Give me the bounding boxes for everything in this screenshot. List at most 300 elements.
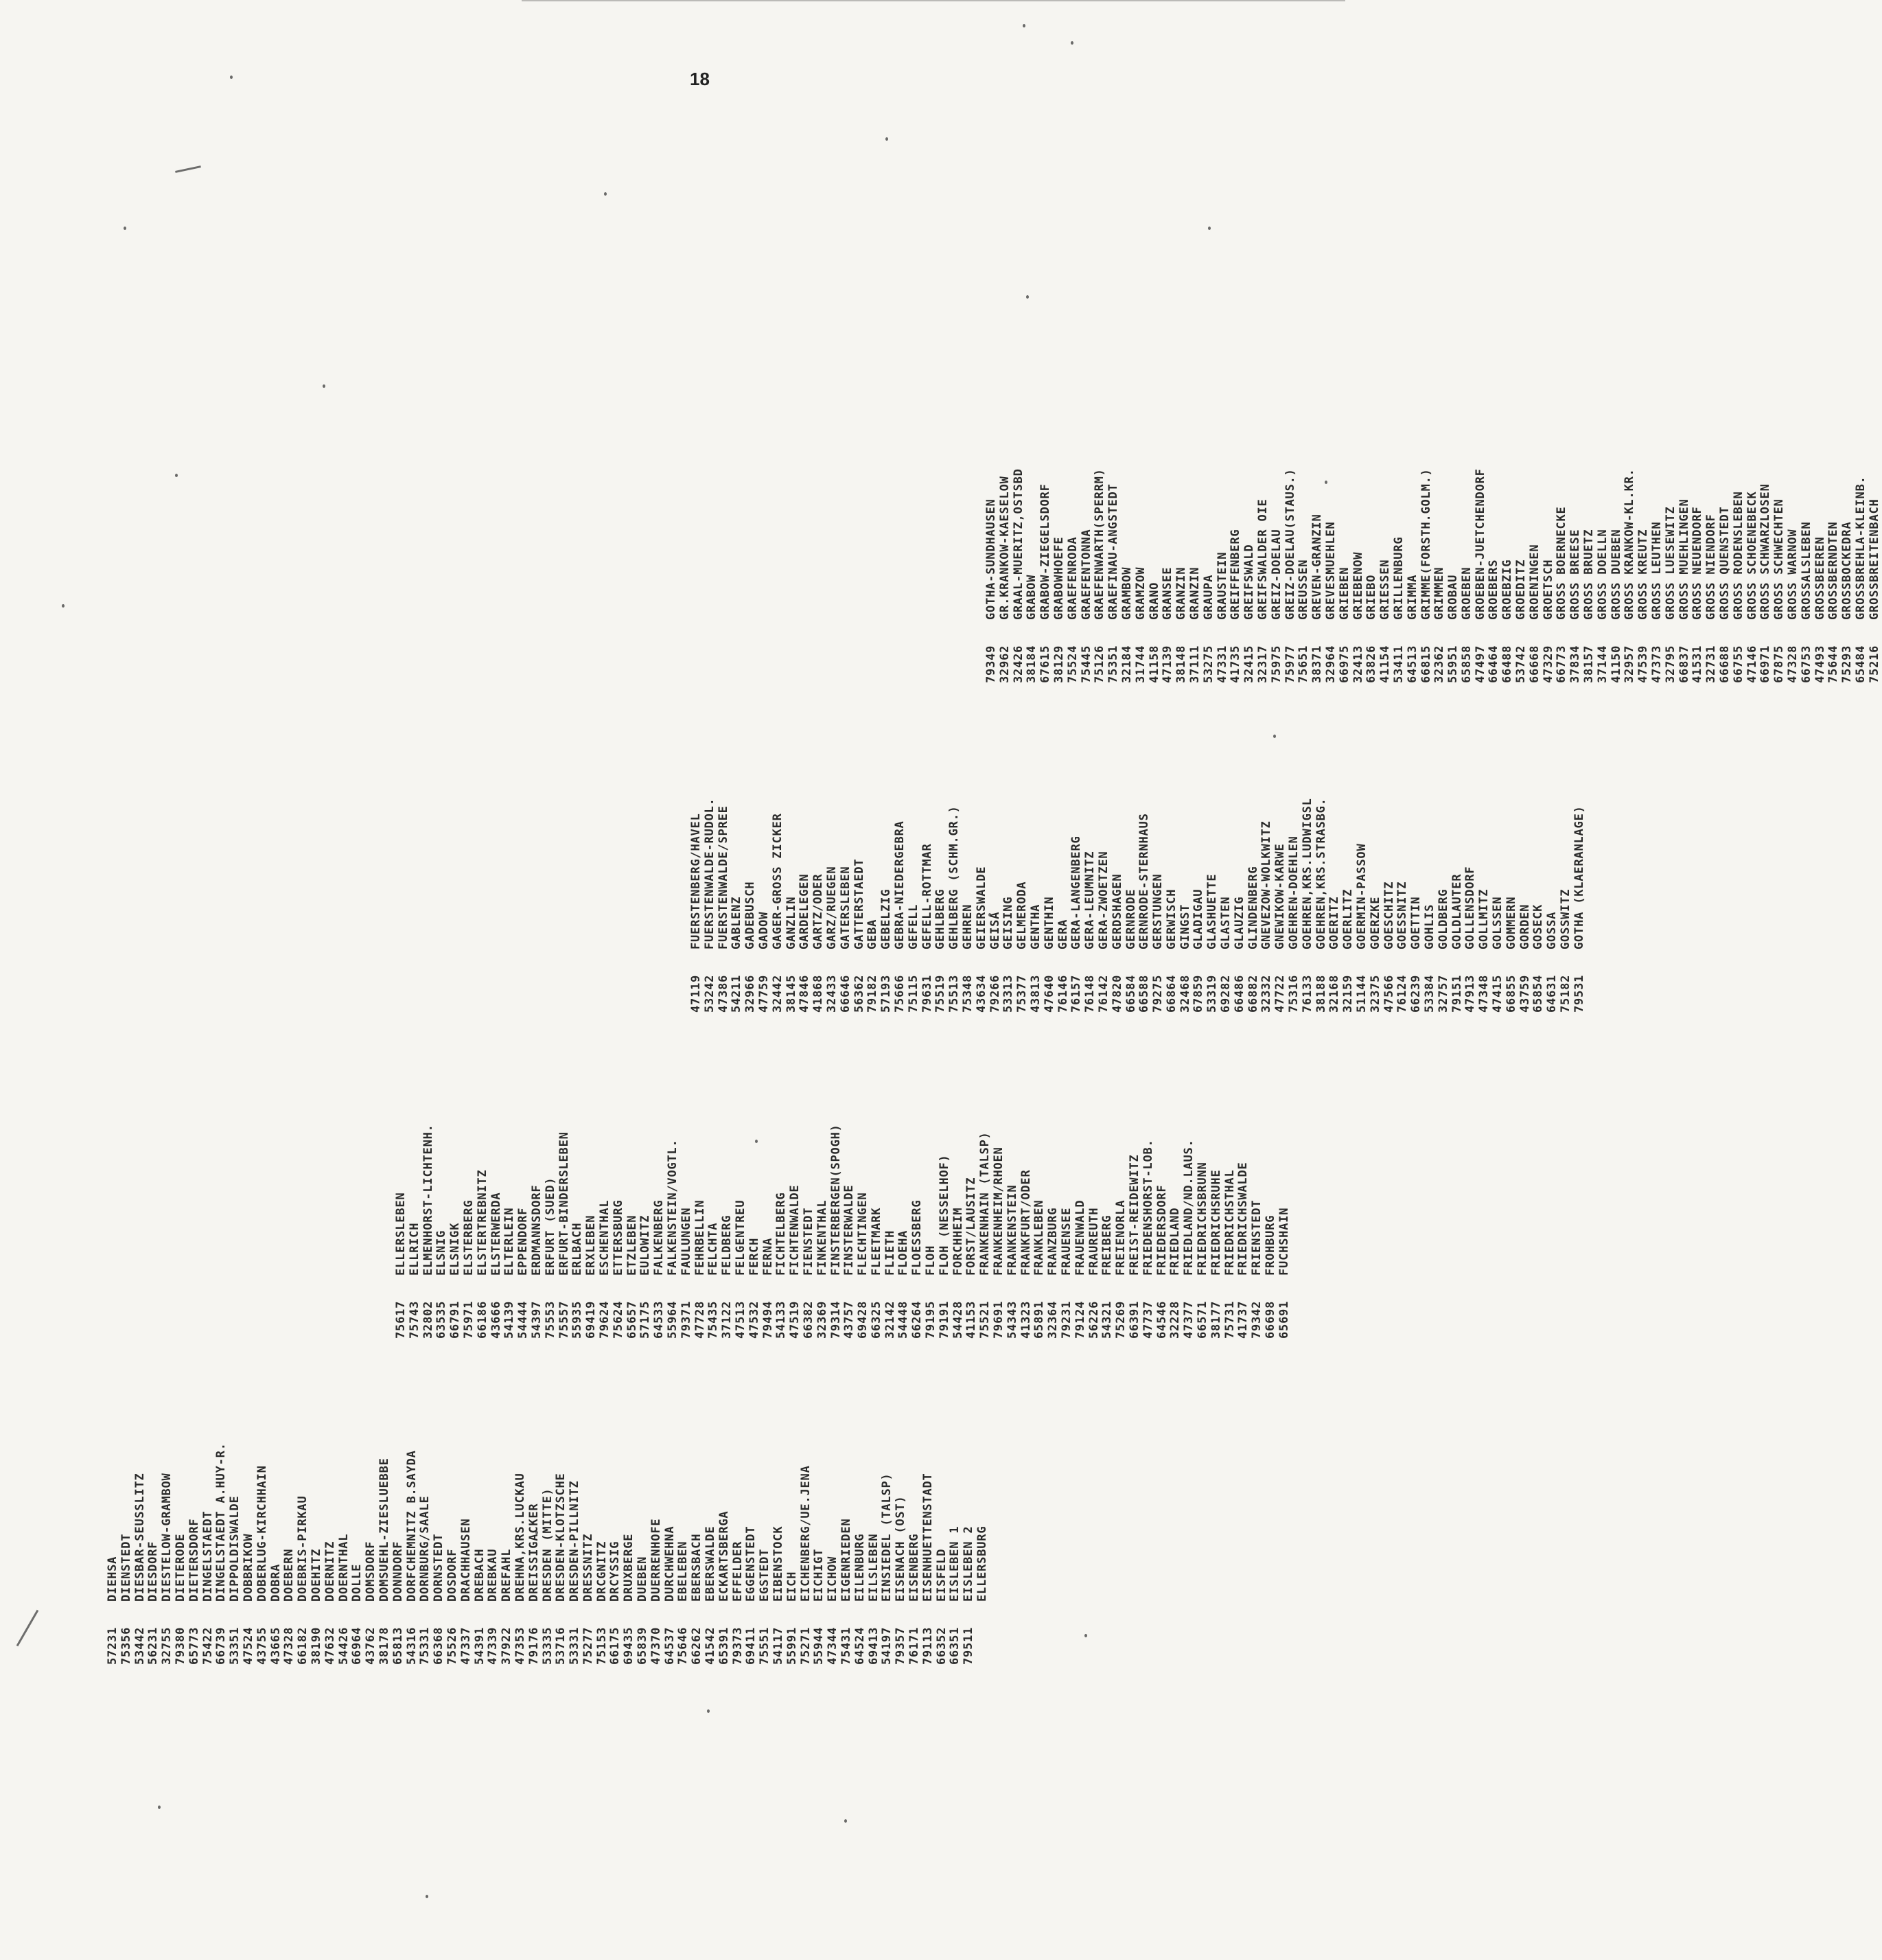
station-name: EICH [785,1571,799,1602]
station-row [1251,995,1264,1339]
station-row [1270,244,1284,683]
station-code: 53411 [1391,645,1406,683]
station-name: GR.KRANKOW-KAESELOW [997,476,1012,620]
station-row [839,669,853,1013]
station-row [1097,669,1111,1013]
station-name: FLEETMARK [869,1207,883,1276]
station-code: 64546 [1154,1300,1169,1339]
scan-speck [230,76,233,79]
station-row [1328,669,1342,1013]
station-row [1311,244,1325,683]
station-row [1369,669,1383,1013]
station-name: DINGELSTAEDT A.HUY-R. [214,1442,229,1602]
station-code: 47146 [1745,645,1759,683]
station-name: GROSS LUESEWITZ [1663,506,1677,620]
station-name: GEISING [1001,896,1016,949]
station-name: FELDBERG [720,1214,734,1276]
station-row [528,1304,542,1665]
station-row [378,1304,392,1665]
station-name: DIETERODE [173,1533,187,1602]
station-row [364,1304,378,1665]
station-row [718,1304,732,1665]
station-code: 54397 [529,1300,544,1339]
station-name: FRIEDLAND [1168,1207,1183,1276]
station-row [1365,244,1379,683]
station-code: 75277 [581,1626,595,1665]
station-row [690,1304,704,1665]
station-row [1025,244,1039,683]
station-code: 75182 [1559,974,1572,1013]
station-name: GLINDENBERG [1246,866,1260,949]
station-row [1297,244,1311,683]
station-row [1148,244,1162,683]
station-code: 79373 [730,1626,745,1665]
station-name: ELLERSLEBEN [394,1192,408,1276]
station-code: 66646 [838,974,852,1013]
station-code: 66239 [1409,974,1424,1013]
station-row [1257,244,1270,683]
station-row [1447,244,1461,683]
station-code: 32426 [1011,645,1025,683]
station-row [120,1304,134,1665]
station-row [868,1304,881,1665]
station-name: FERNA [760,1237,775,1276]
station-code: 37834 [1568,645,1583,683]
station-name: EILENBURG [852,1533,867,1602]
station-row [599,995,612,1339]
station-name: GROSS QUENSTEDT [1718,506,1732,620]
station-code: 55944 [812,1626,826,1665]
station-row [1773,244,1787,683]
station-row [1142,995,1156,1339]
station-row [800,1304,813,1665]
station-code: 79191 [937,1300,951,1339]
station-name: GROENINGEN [1527,544,1542,620]
station-name: FALKENSTEIN/VOGTL. [665,1139,679,1276]
station-code: 79349 [984,645,998,683]
station-code: 37144 [1595,645,1610,683]
station-row [1623,244,1637,683]
station-name: EISLEBEN 1 [948,1525,962,1602]
station-name: GOERZKE [1368,896,1382,949]
station-row [596,1304,609,1665]
station-code: 54117 [771,1626,786,1665]
station-code: 75445 [1079,645,1093,683]
station-name: GOLLENSDORF [1463,866,1478,949]
station-name: ERDMANNSDORF [529,1184,544,1276]
station-row [1074,995,1088,1339]
station-name: GROSSBERNDTEN [1826,521,1841,620]
station-code: 76148 [1083,974,1097,1013]
station-code: 75293 [1840,645,1855,683]
station-name: GROSS RODENSLEBEN [1731,491,1745,620]
station-code: 79531 [1572,974,1586,1013]
station-code: 75644 [1826,645,1841,683]
station-row [936,1304,949,1665]
station-name: GEBA [866,919,880,949]
station-row [1529,244,1542,683]
station-row [134,1304,148,1665]
station-row [1169,995,1183,1339]
station-name: GROSSBEEREN [1813,536,1827,620]
station-code: 53442 [132,1626,147,1665]
station-code: 75521 [978,1300,992,1339]
station-code: 75526 [445,1626,459,1665]
station-row [517,995,531,1339]
station-name: GRABOW [1025,574,1039,620]
station-code: 47728 [693,1300,707,1339]
station-row [324,1304,338,1665]
station-code: 47632 [323,1626,337,1665]
station-row [1053,244,1067,683]
station-name: ERLBACH [570,1222,585,1276]
station-name: DOEBERN [282,1548,297,1602]
station-row [1433,244,1447,683]
station-code: 54448 [896,1300,911,1339]
station-code: 38157 [1582,645,1596,683]
station-name: GRABOW-ZIEGELSDORF [1038,483,1053,620]
station-row [1410,669,1424,1013]
station-code: 41150 [1609,645,1623,683]
station-row [1464,669,1478,1013]
station-name: GROSS BREESE [1568,529,1583,620]
station-name: FUERSTENWALDE/SPREE [716,805,730,949]
station-row [1237,995,1251,1339]
station-code: 64533 [652,1300,666,1339]
station-row [1260,669,1274,1013]
station-row [1264,995,1278,1339]
station-code: 43813 [1028,974,1043,1013]
station-row [1189,244,1203,683]
station-name: GRANO [1147,581,1161,620]
station-name: GREUSSEN [1297,559,1311,620]
station-row [1841,244,1855,683]
station-code: 65839 [636,1626,650,1665]
station-row [812,669,826,1013]
station-name: EISENBERG [907,1533,922,1602]
station-code: 56231 [146,1626,161,1665]
station-code: 32964 [1323,645,1338,683]
station-code: 37122 [720,1300,734,1339]
station-name: GORDEN [1518,903,1532,949]
station-code: 54139 [502,1300,517,1339]
station-code: 69435 [622,1626,636,1665]
station-code: 54444 [516,1300,531,1339]
station-name: GOSECK [1531,903,1546,949]
station-row [1315,669,1329,1013]
station-code: 66391 [1128,1300,1142,1339]
station-name: DONNDORF [391,1541,405,1602]
station-code: 65484 [1854,645,1868,683]
station-code: 69413 [866,1626,881,1665]
station-code: 75126 [1093,645,1107,683]
station-name: GOLSSEN [1491,896,1505,949]
station-code: 64631 [1545,974,1559,1013]
station-name: FREIST-REIDEWITZ [1128,1154,1142,1276]
station-row [664,1304,677,1665]
station-code: 37111 [1187,645,1202,683]
station-name: GRAUSTEIN [1215,551,1229,620]
station-row [1437,669,1451,1013]
station-name: GEFELL-ROTTMAR [920,843,934,949]
station-name: GOERLITZ [1341,888,1356,949]
station-code: 79342 [1250,1300,1264,1339]
station-row [976,1304,990,1665]
station-row [503,995,517,1339]
station-code: 76171 [907,1626,922,1665]
station-name: ELSNIG [434,1230,449,1276]
station-row [1515,244,1529,683]
station-code: 75524 [1065,645,1080,683]
station-name: FLOESSBERG [910,1199,925,1276]
station-name: GRAEFENWARTH(SPERRM) [1093,468,1107,620]
scan-speck [1084,1634,1087,1637]
station-code: 47497 [1473,645,1487,683]
station-row [1855,244,1868,683]
station-row [1020,995,1034,1339]
station-name: FORCHHEIM [951,1207,965,1276]
station-name: ELSTERWERDA [489,1192,503,1276]
station-row [242,1304,256,1665]
station-name: FUERSTENBERG/HAVEL [689,813,703,949]
station-row [474,1304,487,1665]
station-name: DRACHHAUSEN [458,1518,473,1602]
station-row [1216,244,1230,683]
station-row [1732,244,1746,683]
station-row [1233,669,1247,1013]
station-code: 66739 [214,1626,229,1665]
station-name: GOLLMITZ [1477,888,1491,949]
station-code: 75731 [1222,1300,1237,1339]
station-row [1088,995,1102,1339]
station-code: 66464 [1487,645,1501,683]
scan-speck [124,227,126,230]
station-code: 69419 [584,1300,599,1339]
station-code: 75551 [758,1626,772,1665]
station-name: GOERMIN-PASSOW [1355,843,1369,949]
station-code: 53384 [1423,974,1437,1013]
station-code: 65773 [187,1626,201,1665]
station-code: 43665 [268,1626,283,1665]
station-column-4 [985,244,1882,683]
station-name: DIESBAR-SEUSSLITZ [132,1473,147,1602]
station-row [1135,244,1148,683]
station-name: DREFAHL [500,1548,514,1602]
station-code: 38190 [309,1626,323,1665]
station-name: DINGELSTAEDT [200,1510,215,1602]
station-name: GROETSCH [1541,559,1555,620]
station-row [1111,669,1125,1013]
station-row [908,1304,922,1665]
station-row [609,1304,623,1665]
station-name: FINSTERWALDE [842,1184,857,1276]
station-name: GEHREN [960,903,975,949]
station-row [979,995,992,1339]
station-name: DRESSNITZ [581,1533,595,1602]
station-row [989,669,1003,1013]
station-name: EISENACH (OST) [894,1495,908,1602]
station-code: 47331 [1215,645,1229,683]
station-row [1787,244,1800,683]
station-row [1060,995,1074,1339]
station-code: 79511 [962,1626,976,1665]
station-name: GRIESSEN [1378,559,1393,620]
station-code: 47328 [282,1626,297,1665]
station-name: GERDSHAGEN [1110,873,1124,949]
station-code: 75513 [947,974,962,1013]
station-code: 47353 [513,1626,527,1665]
station-name: DIESTELOW-GRAMBOW [160,1473,174,1602]
station-name: DUERRENHOFE [649,1518,663,1602]
station-row [571,995,585,1339]
station-row [880,669,894,1013]
station-name: GOEHREN,KRS.LUDWIGSL [1300,798,1314,949]
station-row [911,995,925,1339]
station-name: DRCGNITZ [594,1541,609,1602]
station-code: 66882 [1246,974,1260,1013]
station-code: 54197 [880,1626,894,1665]
station-code: 47386 [716,974,730,1013]
station-code: 66182 [296,1626,310,1665]
station-row [1420,244,1434,683]
station-row [542,1304,555,1665]
station-name: EBERSBACH [690,1533,704,1602]
station-row [1519,669,1533,1013]
station-name: FICHTENWALDE [788,1184,802,1276]
station-name: GNEVEZOW-WOLKWITZ [1259,820,1274,949]
station-code: 75269 [1114,1300,1128,1339]
station-row [1691,244,1705,683]
station-row [490,995,504,1339]
station-row [734,995,748,1339]
station-row [297,1304,310,1665]
station-row [962,1304,976,1665]
station-name: FLECHTINGEN [856,1192,870,1276]
station-name: GRABOWHOEFE [1052,536,1066,620]
station-name: GROEDITZ [1514,559,1529,620]
station-name: ECKARTSBERGA [717,1510,731,1602]
station-name: GELMERODA [1015,881,1030,949]
station-row [854,1304,868,1665]
station-code: 66753 [1799,645,1813,683]
station-name: FRAUENSEE [1060,1207,1074,1276]
station-code: 66264 [910,1300,925,1339]
station-row [1610,244,1624,683]
station-row [1719,244,1732,683]
station-name: GROSS WARNOW [1786,529,1800,620]
station-name: GROSS BOERNECKE [1555,506,1569,620]
station-name: GAGER-GROSS ZICKER [770,813,785,949]
station-row [816,995,830,1339]
station-row [965,995,979,1339]
station-code: 47328 [1786,645,1800,683]
station-name: GOTHA-SUNDHAUSEN [984,498,998,620]
station-name: DOMSDORF [364,1541,378,1602]
station-code: 66262 [690,1626,704,1665]
station-row [717,669,731,1013]
station-code: 66352 [934,1626,949,1665]
station-code: 43634 [974,974,988,1013]
station-row [843,995,857,1339]
station-name: GARZ/RUEGEN [824,866,839,949]
station-name: FINSTERBERGEN(SPOGH) [828,1124,843,1276]
station-code: 53335 [540,1626,555,1665]
station-name: FRANKENHEIM/RHOEN [992,1146,1006,1276]
station-code: 53275 [1201,645,1216,683]
station-row [406,1304,419,1665]
station-name: GOLDBERG [1436,888,1450,949]
station-row [476,995,490,1339]
station-code: 41531 [1691,645,1705,683]
station-row [1030,669,1043,1013]
station-code: 43755 [255,1626,269,1665]
station-name: DREISSIGACKER [526,1503,541,1602]
station-code: 79380 [173,1626,187,1665]
station-code: 66755 [1731,645,1745,683]
station-name: GRAEFENRODA [1065,536,1080,620]
station-code: 69411 [744,1626,758,1665]
station-name: ELLERSBURG [975,1525,989,1602]
station-row [351,1304,364,1665]
station-row [992,995,1006,1339]
station-code: 38145 [784,974,798,1013]
station-name: DRESDEN-PILLNITZ [568,1480,582,1602]
station-code: 66964 [350,1626,364,1665]
scan-speck [1023,24,1025,27]
station-name: FRIEDRICHSWALDE [1236,1162,1251,1276]
station-code: 75316 [1287,974,1301,1013]
station-name: GROSS BRUETZ [1582,529,1596,620]
station-name: FICHTELBERG [774,1192,789,1276]
station-code: 76142 [1096,974,1111,1013]
station-name: EBELEBEN [676,1541,690,1602]
station-row [1573,669,1587,1013]
station-row [1115,995,1128,1339]
station-row [921,669,935,1013]
station-row [460,1304,474,1665]
station-code: 47532 [747,1300,761,1339]
station-row [555,1304,568,1665]
station-row [1424,669,1437,1013]
station-row [881,1304,894,1665]
station-row [690,669,704,1013]
station-code: 54343 [1005,1300,1019,1339]
station-row [1274,669,1288,1013]
station-row [853,669,867,1013]
station-name: FROHBURG [1264,1214,1277,1276]
station-name: GROSS KREUTZ [1636,529,1651,620]
station-row [949,1304,962,1665]
station-name: GERA [1056,919,1070,949]
station-row [1101,995,1115,1339]
scan-speck [844,1819,847,1823]
station-row [432,1304,446,1665]
station-row [1393,244,1406,683]
station-row [1396,669,1410,1013]
station-code: 47539 [1636,645,1651,683]
station-row [866,669,880,1013]
station-name: GOHLIS [1423,903,1437,949]
station-name: DOSDORF [445,1548,459,1602]
station-name: ELSTERTREBNITZ [475,1169,489,1276]
station-row [1800,244,1814,683]
station-name: GRIEBEN [1337,566,1351,620]
scan-speck [1208,227,1211,230]
station-row [922,1304,936,1665]
station-code: 79624 [597,1300,612,1339]
station-name: FRANKLEBEN [1032,1199,1047,1276]
station-row [463,995,476,1339]
